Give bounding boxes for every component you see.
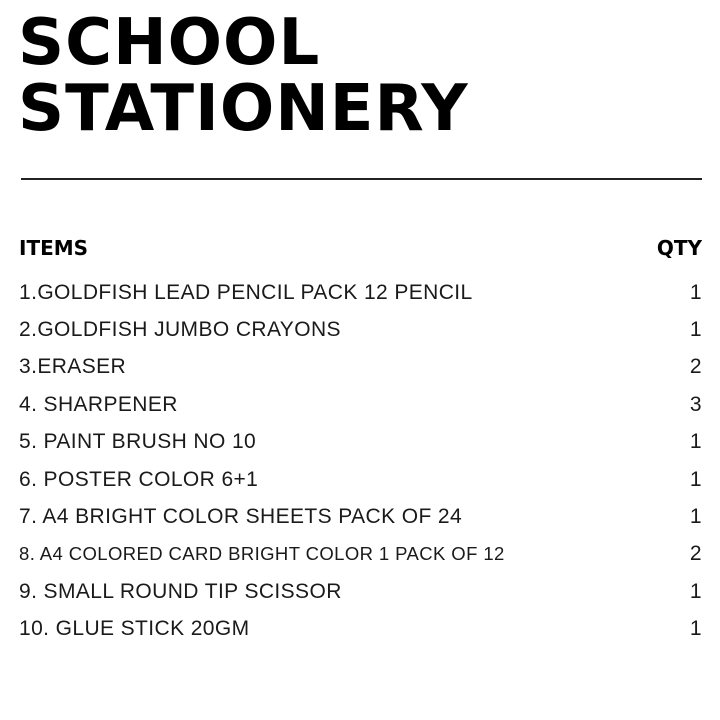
item-qty: 1 (689, 430, 702, 454)
item-label: 1.GOLDFISH LEAD PENCIL PACK 12 PENCIL (19, 280, 473, 304)
item-qty: 3 (689, 392, 702, 416)
item-qty: 1 (689, 617, 702, 641)
item-label: 7. A4 BRIGHT COLOR SHEETS PACK OF 24 (19, 505, 463, 529)
list-item (19, 349, 702, 386)
item-label: 4. SHARPENER (19, 392, 178, 416)
table-header (19, 236, 702, 260)
item-qty: 1 (689, 318, 702, 342)
title-line-2: STATIONERY (18, 72, 469, 146)
item-label: 3.ERASER (19, 355, 127, 379)
item-qty: 2 (689, 355, 702, 379)
item-label: 10. GLUE STICK 20GM (19, 617, 250, 641)
item-qty: 1 (689, 280, 702, 304)
item-qty: 1 (689, 467, 702, 491)
list-item (19, 498, 702, 535)
list-item (19, 611, 702, 648)
list-item (19, 536, 702, 573)
item-qty: 1 (689, 505, 702, 529)
page-title (18, 6, 469, 146)
item-label: 6. POSTER COLOR 6+1 (19, 467, 259, 491)
list-item (19, 424, 702, 461)
title-line-1: SCHOOL (18, 6, 321, 80)
list-item (19, 274, 702, 311)
list-item (19, 573, 702, 610)
item-label: 8. A4 COLORED CARD BRIGHT COLOR 1 PACK OF 12 (19, 543, 505, 565)
list-item (19, 311, 702, 348)
item-list (19, 274, 702, 648)
list-item (19, 386, 702, 423)
item-qty: 2 (689, 542, 702, 566)
item-label: 5. PAINT BRUSH NO 10 (19, 430, 257, 454)
column-header-qty: QTY (656, 236, 702, 260)
list-item (19, 461, 702, 498)
item-qty: 1 (689, 579, 702, 603)
item-label: 2.GOLDFISH JUMBO CRAYONS (19, 318, 341, 342)
column-header-items: ITEMS (19, 236, 89, 260)
divider (21, 178, 702, 180)
item-label: 9. SMALL ROUND TIP SCISSOR (19, 579, 342, 603)
